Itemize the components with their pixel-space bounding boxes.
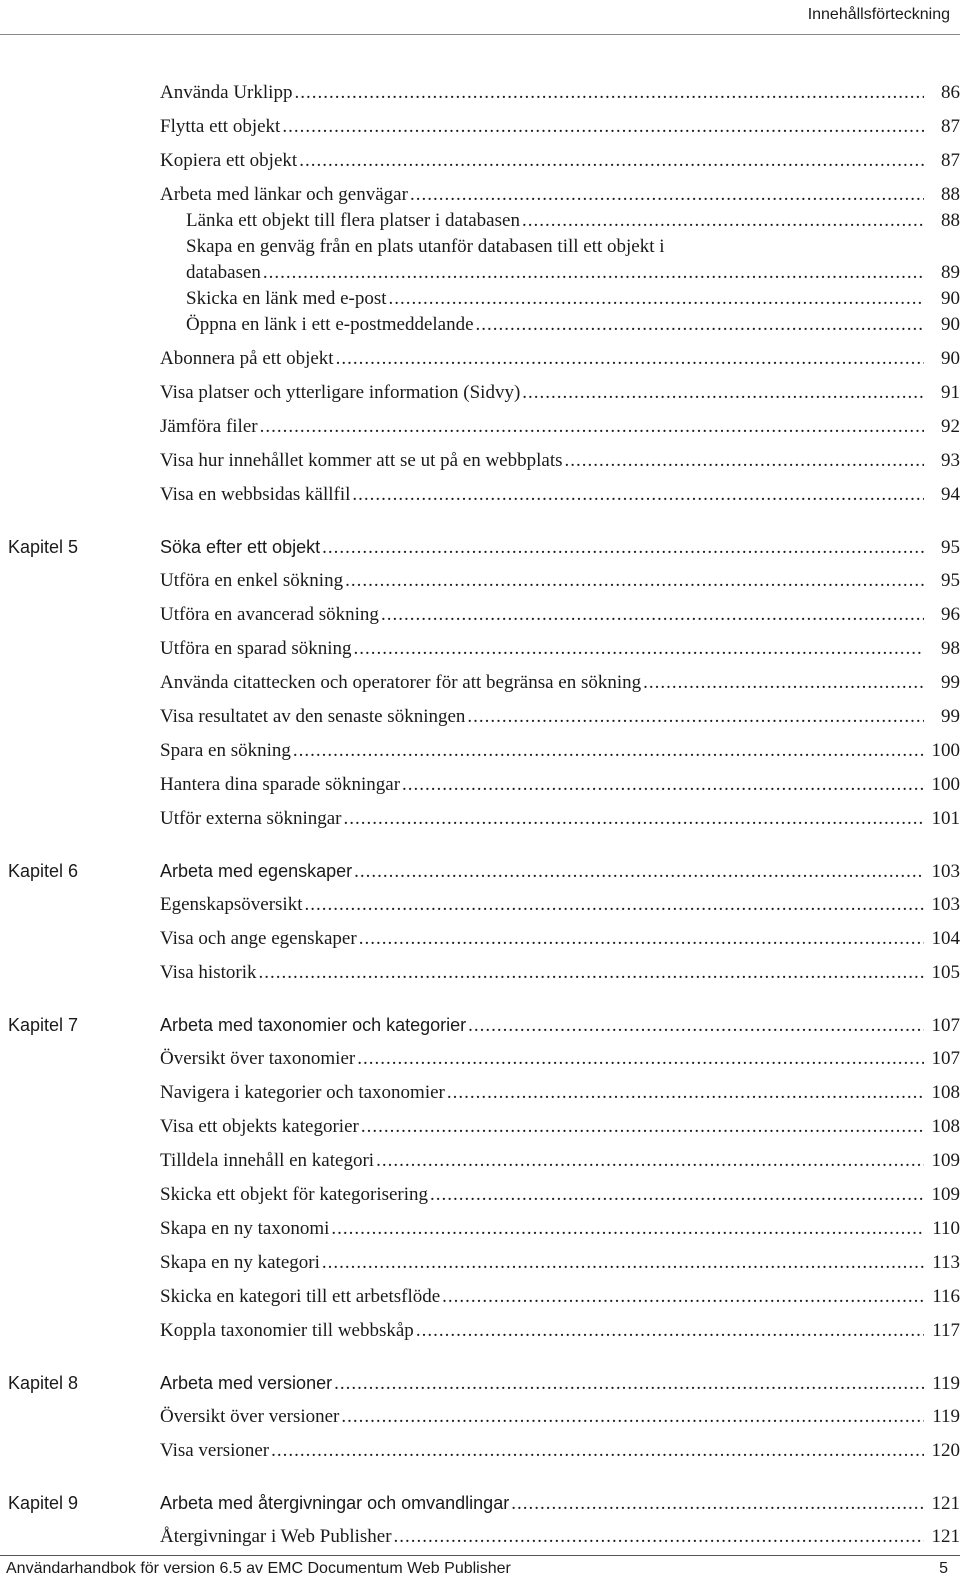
toc-entry-title: Länka ett objekt till flera platser i databasen (186, 210, 520, 231)
dot-leader (359, 926, 924, 952)
toc-entry-title: Utföra en avancerad sökning (160, 604, 379, 625)
toc-page-number: 107 (931, 1048, 960, 1069)
dot-leader (282, 114, 924, 140)
toc-entry[interactable] (160, 568, 960, 594)
toc-page-number: 119 (932, 1406, 960, 1427)
toc-entry-title: Egenskapsöversikt (160, 894, 303, 915)
toc-page-number: 117 (932, 1320, 960, 1341)
footer-page-number: 5 (939, 1560, 948, 1577)
running-header: Innehållsförteckning (807, 6, 950, 23)
toc-page-number: 110 (932, 1218, 960, 1239)
toc-page-number: 93 (941, 450, 960, 471)
toc-page-number: 87 (941, 150, 960, 171)
dot-leader (259, 960, 925, 986)
toc-chapter-entry[interactable] (160, 1490, 960, 1517)
toc-entry[interactable] (186, 234, 960, 260)
toc-entry[interactable] (160, 892, 960, 918)
dot-leader (442, 1284, 924, 1310)
toc-entry[interactable] (160, 1046, 960, 1072)
dot-leader (467, 704, 924, 730)
toc-entry[interactable] (160, 602, 960, 628)
toc-page-number: 100 (931, 774, 960, 795)
toc-entry-title: Arbeta med egenskaper (160, 861, 353, 881)
toc-entry[interactable] (160, 1250, 960, 1276)
dot-leader (263, 260, 924, 286)
dot-leader (271, 1438, 924, 1464)
dot-leader (410, 182, 924, 208)
toc-page-number: 109 (931, 1150, 960, 1171)
toc-entry[interactable] (160, 1318, 960, 1344)
toc-page-number: 119 (932, 1373, 960, 1394)
toc-page-number: 94 (941, 484, 960, 505)
toc-page-number: 113 (932, 1252, 960, 1273)
toc-entry-title: Söka efter ett objekt (160, 537, 321, 557)
toc-entry[interactable] (160, 1438, 960, 1464)
toc-page-number: 103 (931, 894, 960, 915)
toc-entry-title: Översikt över versioner (160, 1406, 340, 1427)
toc-entry-title: Kopiera ett objekt (160, 150, 298, 171)
chapter-label: Kapitel 8 (8, 1373, 79, 1393)
dot-leader (304, 892, 924, 918)
toc-entry-title: Visa hur innehållet kommer att se ut på en webbplats (160, 450, 563, 471)
dot-leader (447, 1080, 924, 1106)
toc-entry[interactable] (160, 1524, 960, 1550)
toc-entry[interactable] (160, 1284, 960, 1310)
toc-entry[interactable] (160, 704, 960, 730)
toc-entry-title: Utföra en enkel sökning (160, 570, 344, 591)
toc-chapter-entry[interactable] (160, 1012, 960, 1039)
dot-leader (354, 636, 924, 662)
toc-page-number: 98 (941, 638, 960, 659)
toc-entry[interactable] (160, 1404, 960, 1430)
toc-page-number: 87 (941, 116, 960, 137)
toc-entry[interactable] (160, 80, 960, 106)
toc-entry[interactable] (160, 806, 960, 832)
dot-leader (416, 1318, 924, 1344)
toc-page-number: 120 (931, 1440, 960, 1461)
dot-leader (565, 448, 925, 474)
toc-entry-title: Arbeta med taxonomier och kategorier (160, 1015, 467, 1035)
toc-page-number: 88 (941, 184, 960, 205)
toc-entry-title: Skicka en kategori till ett arbetsflöde (160, 1286, 441, 1307)
toc-page-number: 104 (931, 928, 960, 949)
dot-leader (402, 772, 924, 798)
toc-entry[interactable] (160, 1114, 960, 1140)
toc-page-number: 95 (941, 537, 960, 558)
toc-entry-title: Spara en sökning (160, 740, 291, 761)
dot-leader (476, 312, 924, 338)
dot-leader (344, 806, 925, 832)
toc-page-number: 101 (931, 808, 960, 829)
dot-leader (430, 1182, 924, 1208)
toc-entry[interactable] (160, 960, 960, 986)
toc-entry[interactable] (160, 926, 960, 952)
toc-entry[interactable] (160, 346, 960, 372)
toc-entry-title: Utför externa sökningar (160, 808, 342, 829)
toc-entry[interactable] (160, 448, 960, 474)
dot-leader (643, 670, 924, 696)
toc-entry-title: Abonnera på ett objekt (160, 348, 334, 369)
toc-entry[interactable] (160, 1216, 960, 1242)
dot-leader (354, 859, 924, 885)
dot-leader (331, 1216, 924, 1242)
toc-entry[interactable] (186, 312, 960, 338)
dot-leader (352, 482, 924, 508)
toc-entry-title: Öppna en länk i ett e-postmeddelande (186, 314, 474, 335)
dot-leader (336, 346, 924, 372)
toc-page-number: 105 (931, 962, 960, 983)
toc-entry-title: Jämföra filer (160, 416, 258, 437)
dot-leader (357, 1046, 924, 1072)
toc-entry[interactable] (160, 114, 960, 140)
dot-leader (299, 148, 924, 174)
toc-entry[interactable] (160, 414, 960, 440)
toc-entry[interactable] (160, 1148, 960, 1174)
toc-entry-title: Skapa en genväg från en plats utanför databasen till ett objekt i (186, 236, 665, 257)
toc-entry-title: Arbeta med versioner (160, 1373, 333, 1393)
toc-page-number: 92 (941, 416, 960, 437)
footer-book-title: Användarhandbok för version 6.5 av EMC Documentum Web Publisher (6, 1560, 511, 1577)
toc-entry-title: Utföra en sparad sökning (160, 638, 352, 659)
toc-page-number: 90 (941, 314, 960, 335)
footer-divider (0, 1555, 960, 1556)
toc-entry[interactable] (160, 772, 960, 798)
dot-leader (468, 1013, 924, 1039)
toc-entry-title: Visa ett objekts kategorier (160, 1116, 359, 1137)
toc-page-number: 121 (931, 1526, 960, 1547)
toc-entry-title: Koppla taxonomier till webbskåp (160, 1320, 414, 1341)
toc-page-number: 99 (941, 672, 960, 693)
toc-entry-title: Arbeta med länkar och genvägar (160, 184, 408, 205)
dot-leader (361, 1114, 924, 1140)
dot-leader (345, 568, 924, 594)
toc-entry-title: Visa och ange egenskaper (160, 928, 357, 949)
toc-entry-title: Visa resultatet av den senaste sökningen (160, 706, 466, 727)
toc-page-number: 89 (941, 262, 960, 283)
dot-leader (322, 1250, 924, 1276)
dot-leader (511, 1491, 924, 1517)
toc-entry-title: Visa historik (160, 962, 257, 983)
dot-leader (334, 1371, 924, 1397)
dot-leader (341, 1404, 924, 1430)
header-divider (0, 34, 960, 35)
toc-entry[interactable] (160, 482, 960, 508)
toc-entry-title: Skicka ett objekt för kategorisering (160, 1184, 429, 1205)
toc-entry-title: Visa versioner (160, 1440, 270, 1461)
toc-page-number: 107 (931, 1015, 960, 1036)
toc-entry[interactable] (160, 670, 960, 696)
toc-entry-title: Skapa en ny taxonomi (160, 1218, 330, 1239)
chapter-label: Kapitel 9 (8, 1493, 79, 1513)
toc-page-number: 121 (931, 1493, 960, 1514)
toc-entry-title: Översikt över taxonomier (160, 1048, 356, 1069)
toc-entry-title: Flytta ett objekt (160, 116, 281, 137)
toc-entry-title: databasen (186, 262, 261, 283)
toc-page-number: 108 (931, 1082, 960, 1103)
dot-leader (322, 535, 924, 561)
chapter-label: Kapitel 7 (8, 1015, 79, 1035)
toc-entry-title: Visa platser och ytterligare information (Sidvy) (160, 382, 521, 403)
toc-page-number: 90 (941, 348, 960, 369)
chapter-label: Kapitel 5 (8, 537, 79, 557)
toc-entry-title: Visa en webbsidas källfil (160, 484, 351, 505)
toc-page-number: 100 (931, 740, 960, 761)
toc-page-number: 108 (931, 1116, 960, 1137)
toc-page-number: 91 (941, 382, 960, 403)
toc-chapter-entry[interactable] (160, 858, 960, 885)
dot-leader (394, 1524, 924, 1550)
toc-entry-title: Återgivningar i Web Publisher (160, 1526, 392, 1547)
toc-page-number: 95 (941, 570, 960, 591)
dot-leader (381, 602, 924, 628)
toc-entry-title: Hantera dina sparade sökningar (160, 774, 401, 795)
toc-page-number: 99 (941, 706, 960, 727)
toc-entry-title: Skicka en länk med e-post (186, 288, 387, 309)
toc-entry[interactable] (160, 380, 960, 406)
toc-chapter-entry[interactable] (160, 1370, 960, 1397)
toc-entry-title: Navigera i kategorier och taxonomier (160, 1082, 445, 1103)
dot-leader (294, 80, 924, 106)
dot-leader (376, 1148, 924, 1174)
toc-page-number: 96 (941, 604, 960, 625)
dot-leader (389, 286, 924, 312)
toc-chapter-entry[interactable] (160, 534, 960, 561)
toc-entry-title: Tilldela innehåll en kategori (160, 1150, 375, 1171)
chapter-label: Kapitel 6 (8, 861, 79, 881)
toc-entry[interactable] (160, 182, 960, 208)
toc-entry[interactable] (160, 148, 960, 174)
toc-page-number: 116 (932, 1286, 960, 1307)
toc-entry[interactable] (160, 1080, 960, 1106)
toc-entry[interactable] (160, 738, 960, 764)
toc-entry[interactable] (186, 260, 960, 286)
toc-page-number: 103 (931, 861, 960, 882)
toc-page-number: 88 (941, 210, 960, 231)
toc-page-number: 109 (931, 1184, 960, 1205)
toc-entry[interactable] (160, 636, 960, 662)
dot-leader (260, 414, 924, 440)
toc-entry[interactable] (186, 286, 960, 312)
toc-entry[interactable] (186, 208, 960, 234)
toc-page-number: 90 (941, 288, 960, 309)
toc-entry-title: Använda Urklipp (160, 82, 293, 103)
toc-entry-title: Använda citattecken och operatorer för att begränsa en sökning (160, 672, 642, 693)
toc-entry-title: Arbeta med återgivningar och omvandlingar (160, 1493, 510, 1513)
dot-leader (293, 738, 924, 764)
dot-leader (522, 380, 924, 406)
toc-page-number: 86 (941, 82, 960, 103)
toc-entry-title: Skapa en ny kategori (160, 1252, 320, 1273)
dot-leader (522, 208, 924, 234)
toc-entry[interactable] (160, 1182, 960, 1208)
